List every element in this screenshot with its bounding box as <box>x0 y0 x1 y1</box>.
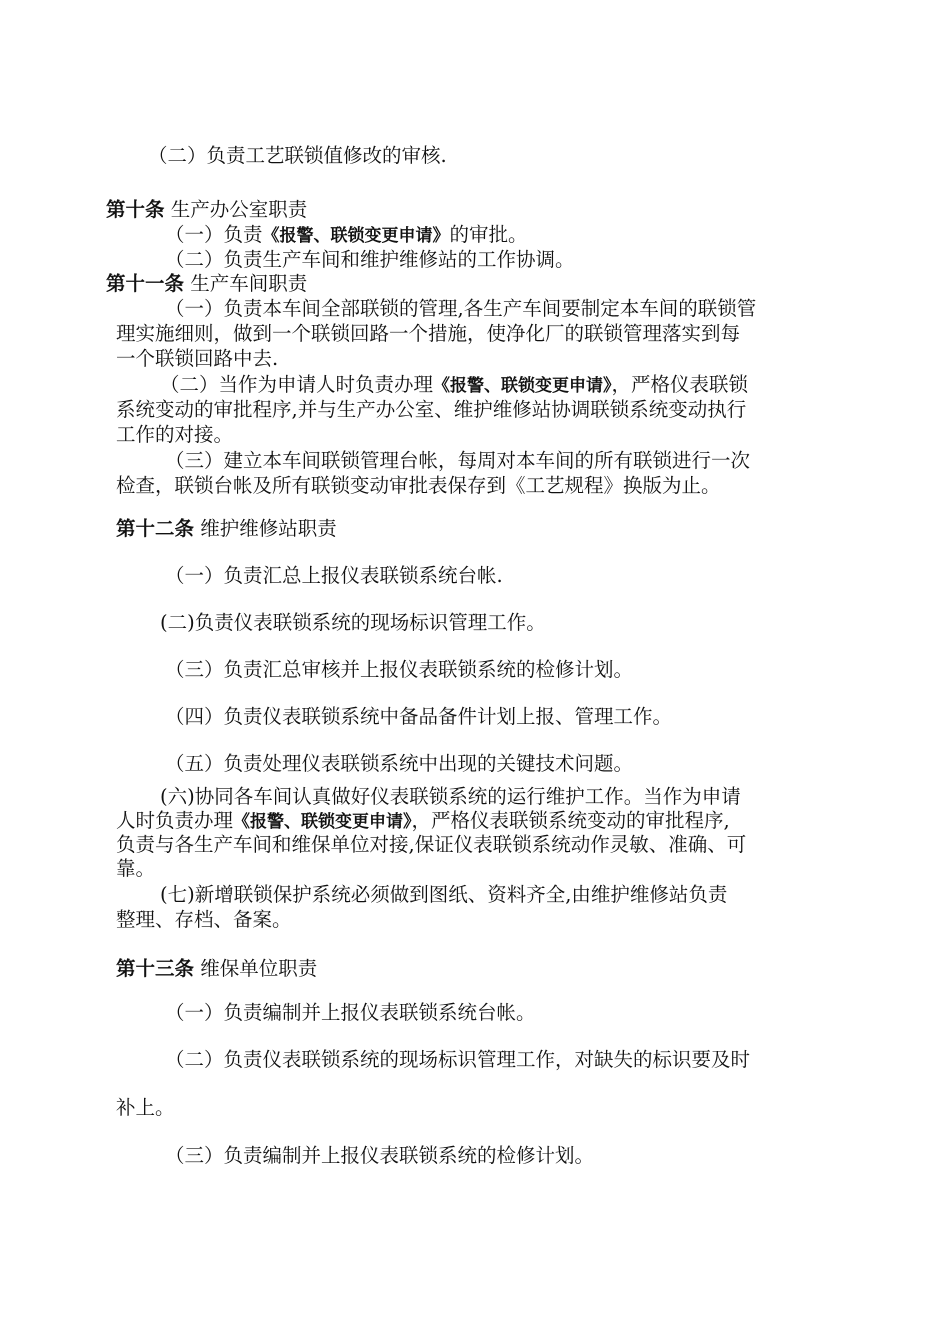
article-12-item-2: (二)负责仪表联锁系统的现场标识管理工作。 <box>160 611 546 634</box>
article-12-line <box>116 518 337 540</box>
article-11-heading: 第十一条 <box>106 272 185 295</box>
article-13-item-1: （一）负责编制并上报仪表联锁系统台帐。 <box>165 1001 536 1024</box>
article-13-item-3: （三）负责编制并上报仪表联锁系统的检修计划。 <box>165 1144 595 1167</box>
article-10-line <box>106 199 307 221</box>
form-name-quote: 《报警、联锁变更申请》 <box>262 226 450 246</box>
article-11-item-1-line-1: （一）负责本车间全部联锁的管理,各生产车间要制定本车间的联锁管 <box>165 297 757 320</box>
article-12-item-7-line-2: 整理、存档、备案。 <box>116 908 292 931</box>
article-12-item-6-line-3: 负责与各生产车间和维保单位对接,保证仪表联锁系统动作灵敏、准确、可 <box>116 833 747 856</box>
article-12-item-5: （五）负责处理仪表联锁系统中出现的关键技术问题。 <box>165 752 634 775</box>
article-13-title: 维保单位职责 <box>200 957 318 980</box>
article-12-heading: 第十二条 <box>116 517 195 540</box>
article-11-item-2-line-1 <box>160 374 748 397</box>
article-13-item-2-line-2: 补上。 <box>116 1096 175 1119</box>
form-name-quote: 《报警、联锁变更申请》 <box>233 812 412 832</box>
article-12-item-4: （四）负责仪表联锁系统中备品备件计划上报、管理工作。 <box>165 705 673 728</box>
article-10-heading: 第十条 <box>106 198 165 221</box>
article-11-item-3-line-2: 检查，联锁台帐及所有联锁变动审批表保存到《工艺规程》换版为止。 <box>116 474 721 497</box>
article-12-item-6-line-4: 靠。 <box>116 857 156 880</box>
article-12-item-6-line-1: (六)协同各车间认真做好仪表联锁系统的运行维护工作。当作为申请 <box>160 785 741 808</box>
article-12-item-3: （三）负责汇总审核并上报仪表联锁系统的检修计划。 <box>165 658 634 681</box>
article-12-item-6-line-2 <box>116 810 730 833</box>
article-11-item-1-line-2: 理实施细则，做到一个联锁回路一个措施，使净化厂的联锁管理落实到每 <box>116 322 741 345</box>
article-12-title: 维护维修站职责 <box>200 517 337 540</box>
text-run: ，严格仪表联锁 <box>611 373 749 396</box>
article-13-item-2-line-1: （二）负责仪表联锁系统的现场标识管理工作，对缺失的标识要及时 <box>165 1048 751 1071</box>
article-11-item-2-line-3: 工作的对接。 <box>116 423 234 446</box>
text-run: （二）当作为申请人时负责办理 <box>160 373 434 396</box>
text-run: （一）负责 <box>165 223 263 246</box>
article-11-title: 生产车间职责 <box>190 272 308 295</box>
article-11-item-1-line-3: 一个联锁回路中去. <box>116 347 279 370</box>
para-item-2-review: （二）负责工艺联锁值修改的审核. <box>148 144 447 167</box>
article-11-line <box>106 273 307 295</box>
article-10-item-2: （二）负责生产车间和维护维修站的工作协调。 <box>165 248 575 271</box>
text-run: ，严格仪表联锁系统变动的审批程序, <box>411 809 730 832</box>
article-13-line <box>116 958 317 980</box>
article-12-item-1: （一）负责汇总上报仪表联锁系统台帐. <box>165 564 503 587</box>
text-run: 人时负责办理 <box>116 809 234 832</box>
article-11-item-2-line-2: 系统变动的审批程序,并与生产办公室、维护维修站协调联锁系统变动执行 <box>116 398 747 421</box>
article-12-item-7-line-1: (七)新增联锁保护系统必须做到图纸、资料齐全,由维护维修站负责 <box>160 883 728 906</box>
form-name-quote: 《报警、联锁变更申请》 <box>433 376 612 396</box>
article-13-heading: 第十三条 <box>116 957 195 980</box>
article-11-item-3-line-1: （三）建立本车间联锁管理台帐，每周对本车间的所有联锁进行一次 <box>165 449 751 472</box>
article-10-item-1 <box>165 224 528 247</box>
article-10-title: 生产办公室职责 <box>170 198 308 221</box>
text-run: 的审批。 <box>449 223 528 246</box>
